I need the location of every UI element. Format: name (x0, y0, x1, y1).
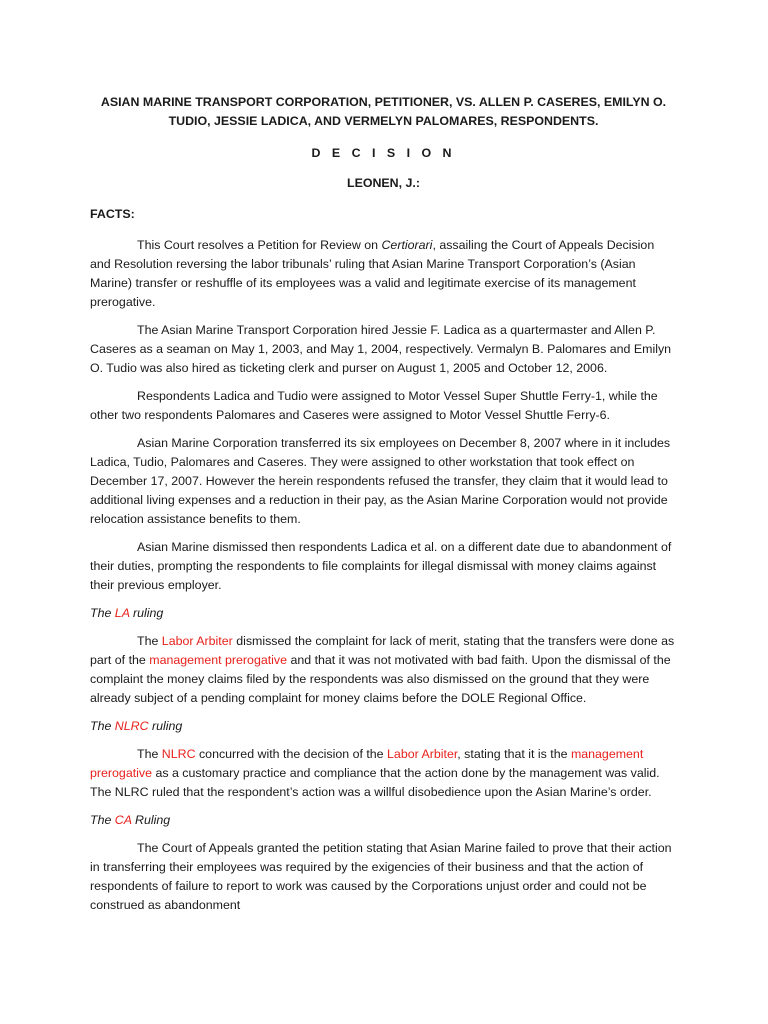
document-page (90, 93, 677, 915)
nlrc-ruling-paragraph: The NLRC concurred with the decision of the Labor Arbiter, stating that it is the management prerogative as a customary practice and compliance that the action done by the management was valid. The NLRC ruled that the respondent’s action was a willful disobedience upon the Asian Marine’s order. (90, 747, 660, 799)
facts-paragraph-5: Asian Marine dismissed then respondents Ladica et al. on a different date due to abandonment of their duties, prompting the respondents to file complaints for illegal dismissal with money claims against their previous employer. (90, 540, 672, 592)
facts-paragraph-1: This Court resolves a Petition for Review on Certiorari, assailing the Court of Appeals Decision and Resolution reversing the labor tribunals’ ruling that Asian Marine Transport Corporation’s (Asian Marine) transfer or reshuffle of its employees was a valid and legitimate exercise of its management prerogative. (90, 238, 655, 309)
ca-ruling-heading: The CA Ruling (90, 813, 171, 827)
la-ruling-paragraph: The Labor Arbiter dismissed the complaint for lack of merit, stating that the transfers were done as part of the management prerogative and that it was not motivated with bad faith. Upon the dismissal of the complaint the money claims filed by the respondents was also dismissed on the ground that they were already subject of a pending complaint for money claims before the DOLE Regional Office. (90, 634, 675, 705)
highlight-nlrc: NLRC (161, 747, 196, 761)
facts-heading: FACTS: (90, 207, 135, 221)
italic-term-certiorari: Certiorari (381, 238, 433, 252)
ca-ruling-paragraph: The Court of Appeals granted the petition stating that Asian Marine failed to prove that their action in transferring their employees was required by the exigencies of their business and that the action of respondents of failure to report to work was caused by the Corporations unjust order and could not be construed as abandonment (90, 841, 672, 912)
la-ruling-heading: The LA ruling (90, 606, 164, 620)
highlight-nlrc: NLRC (114, 719, 149, 733)
highlight-la: LA (114, 606, 130, 620)
highlight-labor-arbiter: Labor Arbiter (387, 747, 458, 761)
case-title: ASIAN MARINE TRANSPORT CORPORATION, PETITIONER, VS. ALLEN P. CASERES, EMILYN O. TUDIO, JESSIE LADICA, AND VERMELYN PALOMARES, RESPONDENTS. (100, 95, 667, 128)
highlight-labor-arbiter: Labor Arbiter (161, 634, 233, 648)
facts-paragraph-4: Asian Marine Corporation transferred its six employees on December 8, 2007 where in it includes Ladica, Tudio, Palomares and Caseres. They were assigned to other workstation that took effect on December 17, 2007. However the herein respondents refused the transfer, they claim that it would lead to additional living expenses and a reduction in their pay, as the Asian Marine Corporation would not provide relocation assistance benefits to them. (90, 436, 671, 526)
highlight-ca: CA (114, 813, 132, 827)
ponente: LEONEN, J.: (347, 176, 420, 190)
decision-heading: D E C I S I O N (311, 146, 456, 160)
facts-paragraph-2: The Asian Marine Transport Corporation hired Jessie F. Ladica as a quartermaster and Allen P. Caseres as a seaman on May 1, 2003, and May 1, 2004, respectively. Vermalyn B. Palomares and Emilyn O. Tudio was also hired as ticketing clerk and purser on August 1, 2005 and October 12, 2006. (90, 323, 672, 375)
highlight-management-prerogative: management prerogative (90, 747, 644, 780)
nlrc-ruling-heading: The NLRC ruling (90, 719, 183, 733)
facts-paragraph-3: Respondents Ladica and Tudio were assigned to Motor Vessel Super Shuttle Ferry-1, while the other two respondents Palomares and Caseres were assigned to Motor Vessel Shuttle Ferry-6. (90, 389, 658, 422)
highlight-management-prerogative: management prerogative (149, 653, 288, 667)
